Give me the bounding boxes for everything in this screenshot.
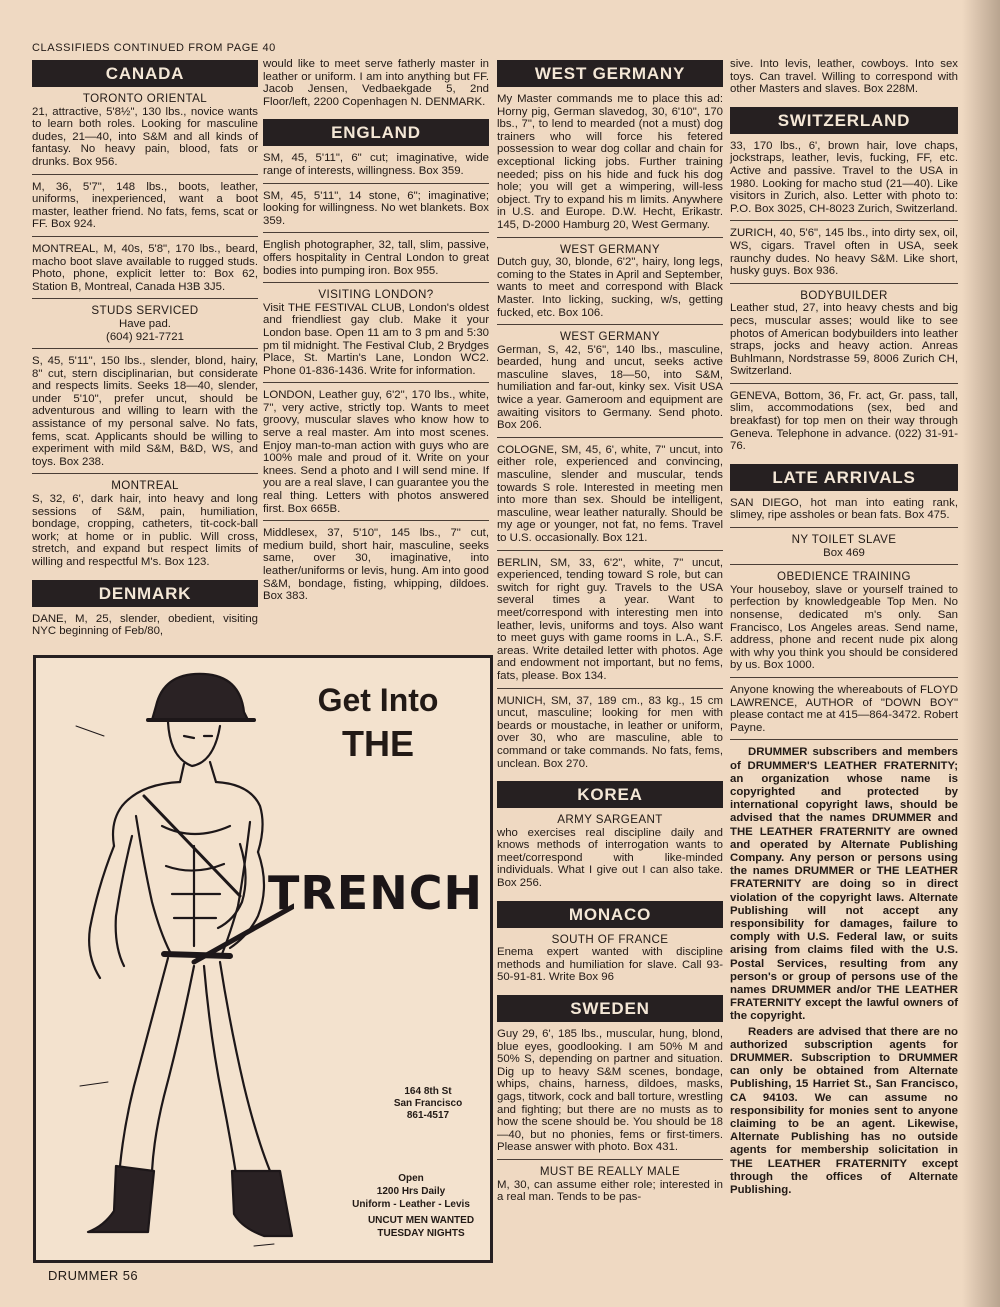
classified-ad: [730, 497, 958, 528]
section-header-monaco: MONACO: [497, 901, 723, 928]
ad-title: MUST BE REALLY MALE: [539, 1164, 681, 1178]
ad-text: GENEVA, Bottom, 36, Fr. act, Gr. pass, tall, slim, accommodations (sex, bed and breakfast) for top men on their way through Geneva. Telephone in advance. (022) 31-91-76.: [730, 389, 958, 453]
section-header-late-arrivals: LATE ARRIVALS: [730, 464, 958, 491]
classified-ad: [263, 389, 489, 521]
classified-ad: [497, 1166, 723, 1209]
classified-ad: [497, 244, 723, 326]
address-city: San Francisco: [393, 1098, 463, 1109]
ad-headline: THE: [342, 723, 414, 764]
trench-display-ad: [33, 655, 493, 1263]
ad-text: SM, 45, 5'11", 14 stone, 6"; imaginative; looking for willingness. No wet blankets. Box 359.: [263, 189, 489, 227]
running-head: CLASSIFIEDS CONTINUED FROM PAGE 40: [32, 42, 276, 54]
ad-text: German, S, 42, 5'6", 140 lbs., masculine, bearded, hung and uncut, seeks active masculine slaves, 18—50, into S&M, humiliation and far-out, kinky sex. Visit USA twice a year. Gameroom and equipment are awaiting visitors to Germany. Send photo. Box 206.: [497, 343, 723, 432]
ad-text: My Master commands me to place this ad: Horny pig, German slavedog, 30, 6'10", 170 lbs., 7", to lend to mearded (not a must) dog trainers who will force his fetered possession to wear dog collar and chain for exceptional licking jobs. Further training needed; piss on his hide and fuck his dog hole; you will get a wimpering, will-less object. Try to expand his m limits. Anywhere in U.S. and Europe. D.W. Hecht, Erikastr. 145, D-2000 Hamburg 20, West Germany.: [497, 93, 723, 231]
ad-text: Anyone knowing the whereabouts of FLOYD LAWRENCE, AUTHOR of "DOWN BOY" please contact me at 415—864-3472. Robert Payne.: [730, 683, 958, 734]
section-header-korea: KOREA: [497, 781, 723, 808]
classified-ad: [497, 695, 723, 776]
hours-text: 1200 Hrs Daily: [376, 1186, 446, 1197]
column-2: [263, 58, 489, 614]
special-line: TUESDAY NIGHTS: [377, 1228, 465, 1239]
ad-address: [388, 1086, 468, 1122]
soldier-illustration-icon: [44, 666, 294, 1251]
ad-text: MUNICH, SM, 37, 189 cm., 83 kg., 15 cm uncut, masculine; looking for men with beards or moustache, in leather or uniform, over 30, who are masculine, able to command or take commands. No fats, fems, unclean. Box 270.: [497, 694, 723, 770]
ad-text: SAN DIEGO, hot man into eating rank, slimey, ripe assholes or bean fats. Box 475.: [730, 496, 958, 522]
ad-text: SM, 45, 5'11", 6" cut; imaginative, wide range of interests, willingness. Box 359.: [263, 152, 489, 177]
ad-text: BERLIN, SM, 33, 6'2", white, 7" uncut, experienced, tending toward S role, but can switch for right guy. Travels to the USA several times a year. Want to meet/correspond with interesting men into leather, levis, uniforms and toys. Also want to meet guys with game rooms in L.A., S.F. areas. Write detailed letter with photos. Age and endowment not important, but no fems, fats, please. Box 134.: [497, 556, 723, 682]
ad-text: COLOGNE, SM, 45, 6', white, 7" uncut, into either role, experienced and convincing, masculine, slender and muscular, tends towards S role. Interested in meeting men into more than sex. Should be intelligent, masculine, wear leather naturally. Should be my age or younger, not fat, no fems. Travel to U.S. occasionally. Box 121.: [497, 443, 723, 544]
ad-title: SOUTH OF FRANCE: [551, 932, 669, 946]
address-street: 164 8th St: [404, 1086, 452, 1097]
classified-ad: [730, 227, 958, 283]
ad-text: Visit THE FESTIVAL CLUB, London's oldest and friendliest gay club. Make it your London base. Open 11 am to 3 pm and 5:30 pm til midnight. The Festival Club, 2 Brydges Place, St. Martin's Lane, London WC2. Phone 01-836-1436. Write for information.: [263, 301, 489, 377]
classified-ad: [497, 557, 723, 689]
ad-text: ZURICH, 40, 5'6", 145 lbs., into dirty sex, oil, WS, cigars. Travel often in USA, seek raunchy dudes. No heavy S&M. Like short, husky guys. Box 936.: [730, 227, 958, 278]
ad-title: MONTREAL: [111, 479, 179, 493]
classified-ad: [497, 814, 723, 895]
classified-ad: [497, 331, 723, 438]
ad-business-name: TRENCH: [268, 866, 483, 920]
classified-ad: [497, 1028, 723, 1160]
ad-text: M, 36, 5'7", 148 lbs., boots, leather, uniforms, inexperienced, want a boot master, leather friend. No fats, fems, scat or FF. Box 924.: [32, 180, 258, 231]
ad-line: Have pad.: [119, 317, 171, 330]
ad-title: NY TOILET SLAVE: [791, 533, 897, 547]
ad-text: Dutch guy, 30, blonde, 6'2", hairy, long legs, coming to the States in April and September, wants to meet and correspond with Black Master. Into licking, sucking, w/s, getting fucked, etc. Box 106.: [497, 256, 723, 319]
ad-text: 21, attractive, 5'8½", 130 lbs., novice wants to learn both roles. Looking for masculine dudes, 21—40, into S&M and all kinds of fantasy. No heavy pain, blood, fats or drunks. Box 956.: [32, 105, 258, 168]
ad-text: sive. Into levis, leather, cowboys. Into sex toys. Can travel. Willing to correspond with other Masters and slaves. Box 228M.: [730, 58, 958, 96]
ad-text: S, 45, 5'11", 150 lbs., slender, blond, hairy, 8" cut, stern disciplinarian, but considerate and respects limits. Seeks 18—40, slender, under 5'10", prefer uncut, should be adventurous and willing to learn with the assistance of my personal salve. No fats, fems, scat. Applicants should be willing to experiment with mild S&M, B&D, WS, and toys. Box 238.: [32, 355, 258, 468]
section-header-canada: CANADA: [32, 60, 258, 87]
column-4: [730, 58, 958, 1199]
ad-title: VISITING LONDON?: [318, 288, 434, 302]
ad-title: WEST GERMANY: [560, 242, 660, 256]
ad-text: who exercises real discipline daily and knows methods of interrogation wants to meet/correspond with like-minded individuals. What I give out I can also take. Box 256.: [497, 826, 723, 890]
page-edge-shadow: [962, 0, 1000, 1307]
ad-hours: [336, 1172, 486, 1211]
section-header-west-germany: WEST GERMANY: [497, 60, 723, 87]
notice-paragraph: DRUMMER subscribers and members of DRUMMER'S LEATHER FRATERNITY; an organization whose name is copyrighted and protected by international copyright laws, should be advised that the names DRUMMER and THE LEATHER FRATERNITY are owned and operated by Alternate Publishing Company. Any person or persons using the names DRUMMER or THE LEATHER FRATERNITY are doing so in direct violation of the copyright laws. Alternate Publishing will not accept any responsibility for damages, failure to comply with U.S. Federal law, or suits arising from claims filed with the U.S. Postal Services, resulting from any person's or group of persons use of the names DRUMMER and/or THE LEATHER FRATERNITY except the lawful owners of the copyright.: [730, 746, 958, 1023]
ad-title: STUDS SERVICED: [91, 304, 199, 318]
ad-text: Middlesex, 37, 5'10", 145 lbs., 7" cut, medium build, short hair, masculine, seeks same, over 30, imaginative, into leather/uniforms or levis, hung. Am into good S&M, bondage, fisting, whipping, dildoes. Box 383.: [263, 527, 489, 603]
classified-ad: [730, 390, 958, 458]
classified-ad: [32, 480, 258, 573]
classified-ad: [497, 934, 723, 989]
classified-ad: [730, 684, 958, 740]
ad-text: Enema expert wanted with discipline methods and humiliation for slave. Call 93-50-91-81. Write Box 96: [497, 946, 723, 984]
classified-ad: [263, 239, 489, 283]
ad-title: WEST GERMANY: [560, 330, 660, 344]
classified-ad: [32, 181, 258, 237]
classified-ad: [32, 243, 258, 299]
open-label: Open: [398, 1173, 424, 1184]
ad-phone: (604) 921-7721: [106, 330, 184, 343]
page-folio: DRUMMER 56: [48, 1268, 138, 1283]
classified-ad: [263, 289, 489, 383]
ad-text: Guy 29, 6', 185 lbs., muscular, hung, blond, blue eyes, goodlooking. I am 50% M and 50% S, depending on partner and situation. Dig up to heavy S&M scenes, bondage, whips, chains, harness, dildoes, masks, gags, titwork, cock and ball torture, wrestling and fighting; but there are no musts as to how the scene should be. You should be 18—40, but no phonies, fems or first-timers. Please answer with photo. Box 431.: [497, 1028, 723, 1154]
section-header-switzerland: SWITZERLAND: [730, 107, 958, 134]
classified-ad: [263, 190, 489, 234]
ad-text: M, 30, can assume either role; interested in a real man. Tends to be pas-: [497, 1178, 723, 1204]
classified-ad: [497, 444, 723, 551]
special-line: UNCUT MEN WANTED: [367, 1215, 475, 1226]
classified-ad: [263, 58, 489, 113]
ad-title: TORONTO ORIENTAL: [82, 92, 208, 105]
classified-ad: [263, 527, 489, 608]
column-3: [497, 58, 723, 1215]
ad-text: Your houseboy, slave or yourself trained to perfection by knowledgeable Top Men. No nonsense, dedicated m's only. San Francisco, Los Angeles areas. Send name, address, phone and recent nude pix along with why you think you should be considered by us. Box 1000.: [730, 583, 958, 672]
classified-ad: [730, 58, 958, 101]
section-header-sweden: SWEDEN: [497, 995, 723, 1022]
ad-text: would like to meet serve fatherly master in leather or uniform. I am into anything but FF. Jacob Jensen, Vedbaekgade 5, 2nd Floor/left, 2200 Copenhagen N. DENMARK.: [263, 58, 489, 108]
classified-ad: [730, 290, 958, 384]
dress-code: Uniform - Leather - Levis: [352, 1199, 470, 1210]
ad-text: LONDON, Leather guy, 6'2", 170 lbs., white, 7", very active, strictly top. Wants to meet groovy, muscular slaves who know how to serve a real master. Am into most scenes. Enjoy man-to-man action with guys who are 100% male and proud of it. Write on your knees. Send a photo and I will send mine. If you are a real slave, I can guarantee you the real thing. Letters with photos answered first. Box 665B.: [263, 389, 489, 515]
ad-title: BODYBUILDER: [800, 288, 888, 302]
section-header-england: ENGLAND: [263, 119, 489, 146]
classified-ad: [32, 613, 258, 643]
ad-text: 33, 170 lbs., 6', brown hair, love chaps, jockstraps, leather, levis, fucking, FF, etc. Active and passive. Travel to the USA in 1980. Looking for macho stud (21—40). Like visitors in Zurich, also. Letter with photo to: P.O. Box 3025, CH-8023 Zurich, Switzerland.: [730, 139, 958, 215]
section-header-denmark: DENMARK: [32, 580, 258, 607]
ad-title: OBEDIENCE TRAINING: [777, 570, 911, 584]
ad-text: S, 32, 6', dark hair, into heavy and long sessions of S&M, pain, humiliation, bondage, cropping, catheters, tit-cock-ball work; at home or in public. Will cross, stretch, and expand but respect limits of willing and respectful M's. Box 123.: [32, 493, 258, 568]
ad-box-number: Box 469: [823, 546, 865, 559]
ad-text: MONTREAL, M, 40s, 5'8", 170 lbs., beard, macho boot slave available to rugged studs. Photo, phone, explicit letter to: Box 62, Station B, Montreal, Canada H3B 3J5.: [32, 242, 258, 293]
ad-text: Leather stud, 27, into heavy chests and big pecs, muscular asses; would like to see photos of American bodybuilders into leather straps, jocks and heavy action. Anreas Buhlmann, Nordstrasse 59, 8006 Zurich CH, Switzerland.: [730, 302, 958, 378]
ad-text: English photographer, 32, tall, slim, passive, offers hospitality in Central London to great bodies into pumping iron. Box 955.: [263, 239, 489, 277]
classified-ad: [32, 305, 258, 349]
notice-paragraph: Readers are advised that there are no authorized subscription agents for DRUMMER. Subscription to DRUMMER can only be obtained from Alternate Publishing, 15 Harriet St., San Francisco, CA 94103. We can assume no responsibility for monies sent to anyone claiming to be an agent. Likewise, Alternate Publishing has no outside agents for membership solicitation in THE LEATHER FRATERNITY except through the offices of Alternate Publishing.: [730, 1025, 958, 1197]
classified-ad: [32, 93, 258, 175]
classified-ad: [730, 140, 958, 222]
ad-special: [356, 1214, 486, 1240]
classified-ad: [730, 571, 958, 678]
address-phone: 861-4517: [406, 1110, 450, 1121]
copyright-notice: [730, 746, 958, 1197]
classified-ad: [730, 534, 958, 565]
classified-ad: [263, 152, 489, 183]
column-1: [32, 58, 258, 649]
ad-text: DANE, M, 25, slender, obedient, visiting NYC beginning of Feb/80,: [32, 612, 258, 638]
ad-headline: Get Into: [317, 682, 439, 718]
ad-title: ARMY SARGEANT: [557, 813, 663, 827]
classified-ad: [32, 355, 258, 474]
classified-ad: [497, 93, 723, 238]
